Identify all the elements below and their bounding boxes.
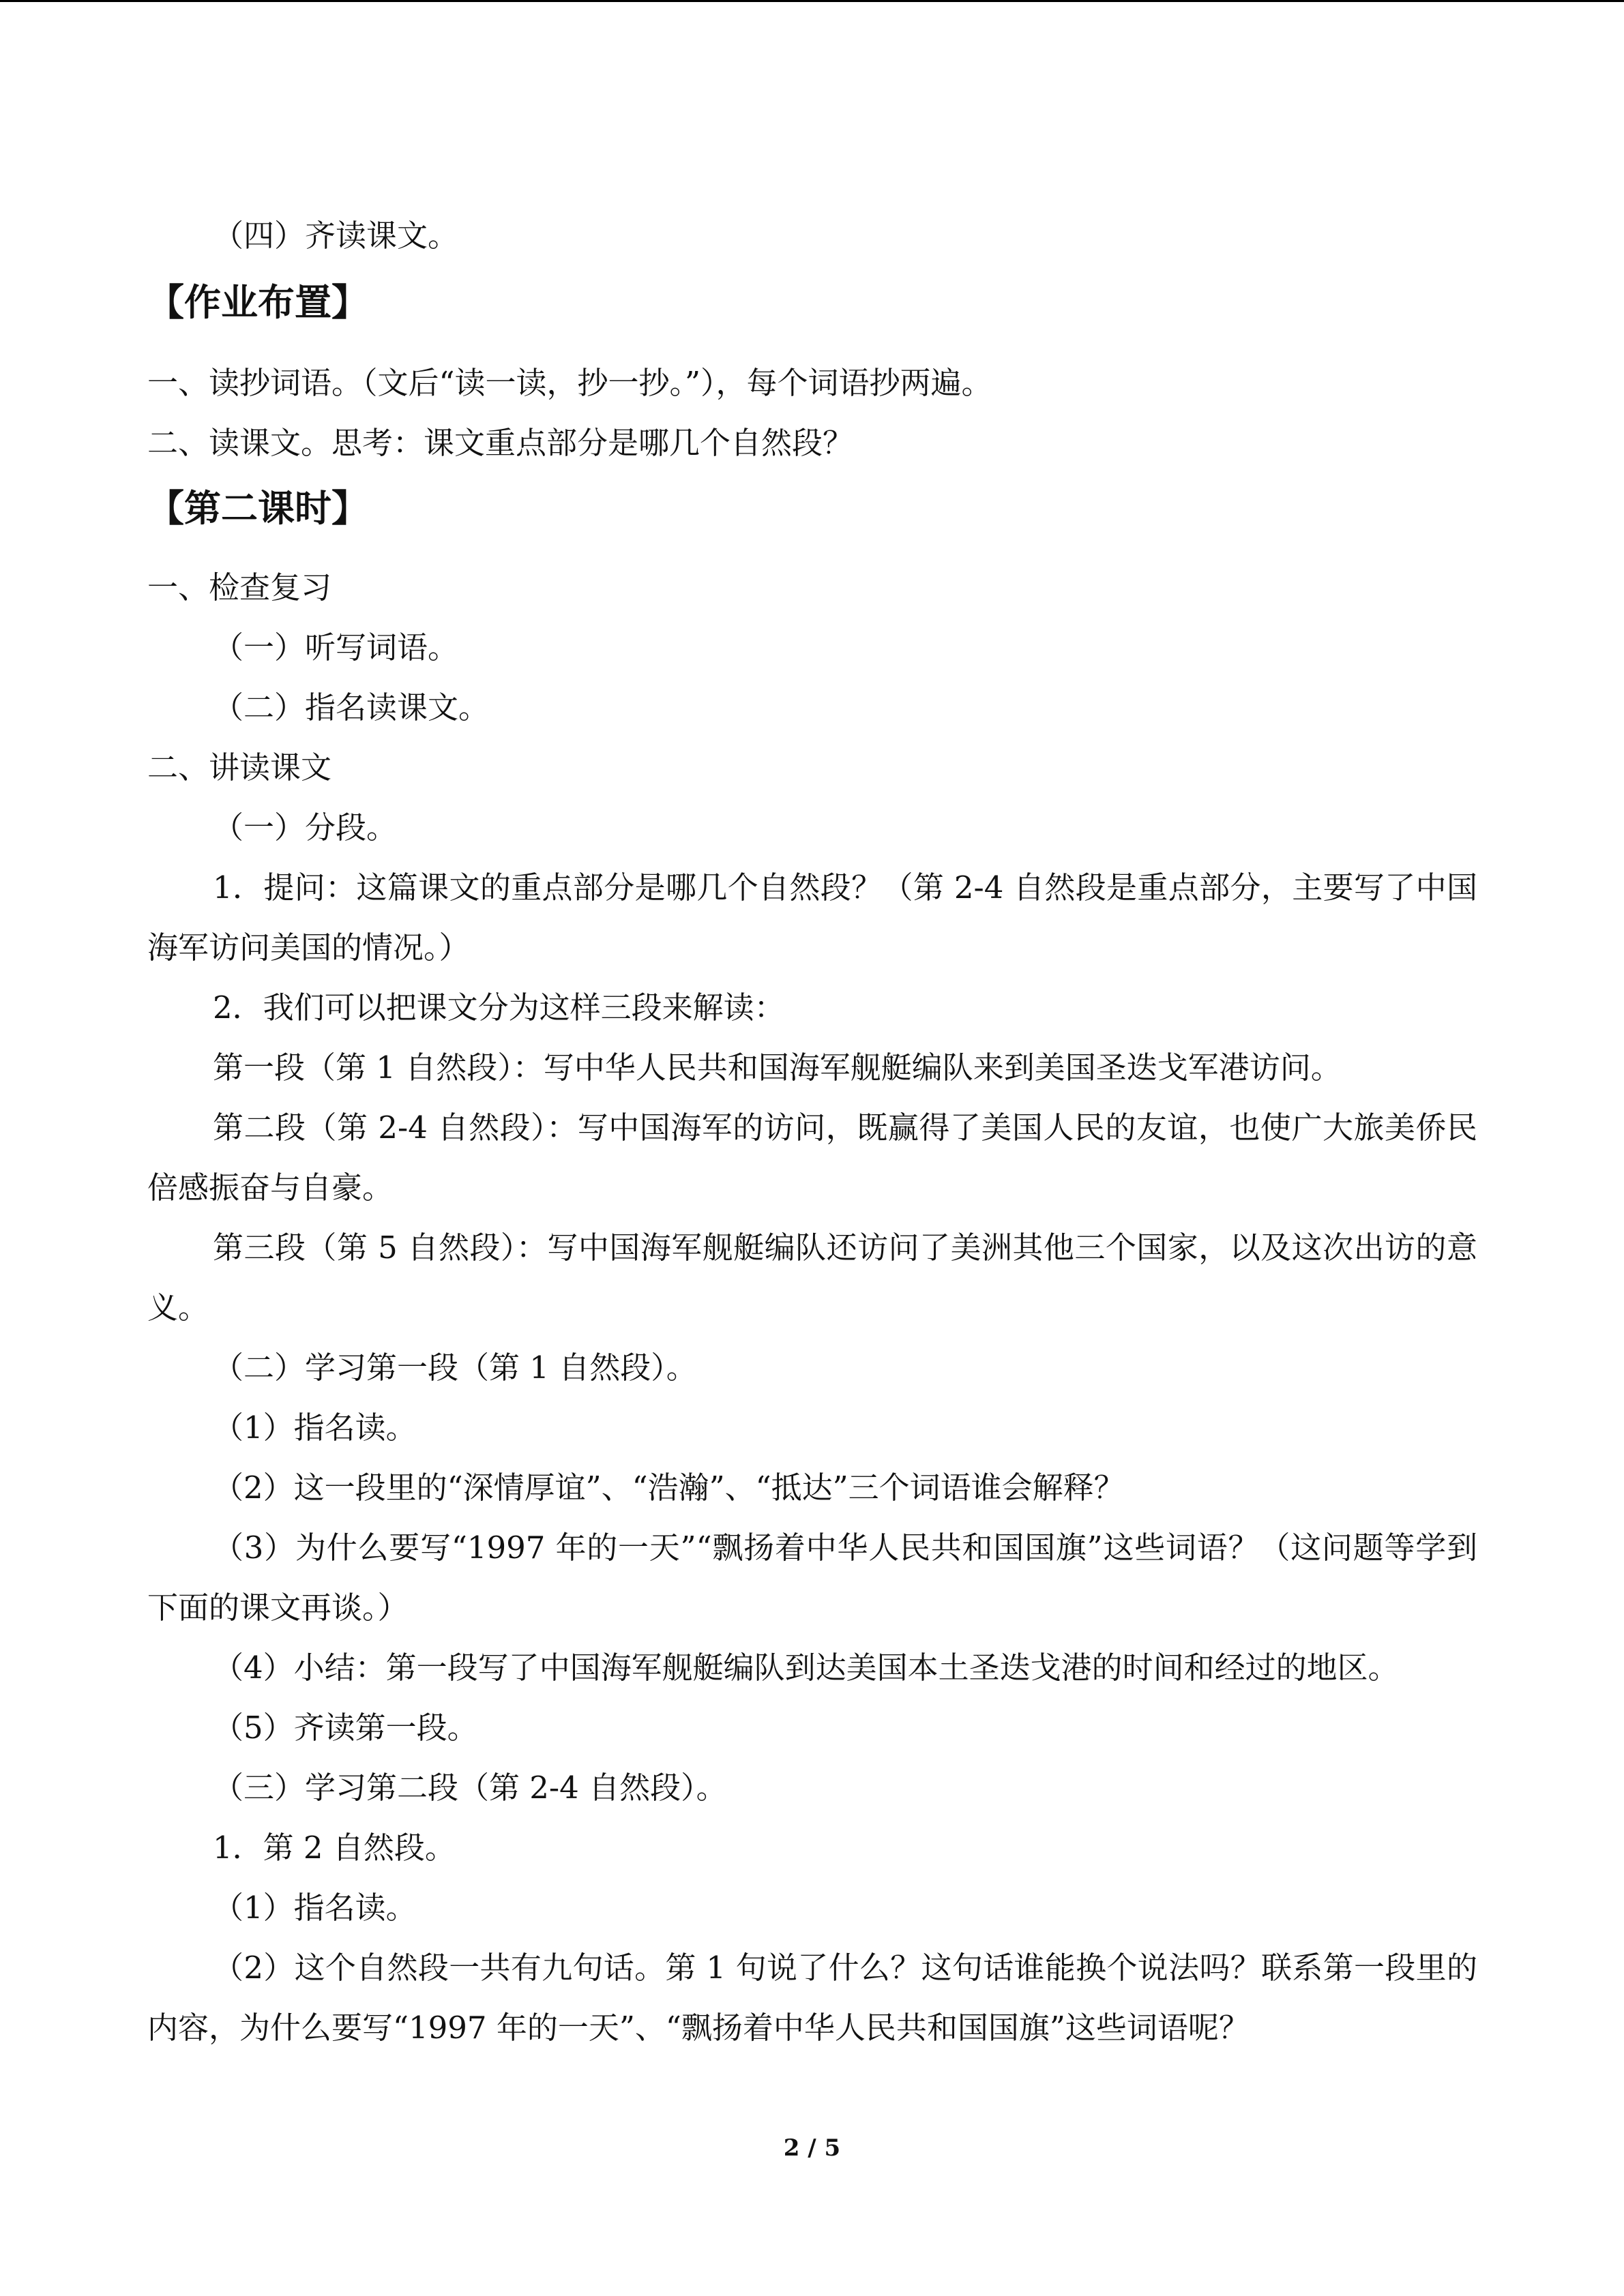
paragraph: 第二段（第 2-4 自然段）：写中国海军的访问，既赢得了美国人民的友谊，也使广大旅美侨民倍感振奋与自豪。 bbox=[147, 1109, 1477, 1206]
text-line: （三）学习第二段（第 2-4 自然段）。 bbox=[213, 1770, 727, 1806]
section-heading-second-lesson: 【第二课时】 bbox=[147, 486, 368, 530]
text-line: （2）这一段里的“深情厚谊”、“浩瀚”、“抵达”三个词语谁会解释？ bbox=[213, 1470, 1125, 1506]
text-line: 2．我们可以把课文分为这样三段来解读： bbox=[213, 989, 785, 1026]
text-line: （1）指名读。 bbox=[213, 1410, 417, 1446]
section-heading-homework: 【作业布置】 bbox=[147, 280, 368, 324]
text-line: （1）指名读。 bbox=[213, 1890, 417, 1926]
top-border-line bbox=[0, 0, 1624, 2]
text-line: （一）听写词语。 bbox=[213, 629, 459, 666]
text-line: 1．第 2 自然段。 bbox=[213, 1830, 456, 1866]
page-number: 2 / 5 bbox=[783, 2134, 841, 2162]
paragraph: 第三段（第 5 自然段）：写中国海军舰艇编队还访问了美洲其他三个国家，以及这次出访的意义。 bbox=[147, 1229, 1477, 1326]
text-line: （一）分段。 bbox=[213, 809, 398, 846]
text-line: 一、读抄词语。（文后“读一读，抄一抄。”），每个词语抄两遍。 bbox=[147, 365, 992, 401]
text-line: 二、读课文。思考：课文重点部分是哪几个自然段？ bbox=[147, 425, 854, 461]
text-line: 一、检查复习 bbox=[147, 569, 332, 606]
text-line: （四）齐读课文。 bbox=[213, 218, 459, 254]
text-line: 二、讲读课文 bbox=[147, 749, 332, 786]
text-line: 第一段（第 1 自然段）：写中华人民共和国海军舰艇编队来到美国圣迭戈军港访问。 bbox=[213, 1049, 1342, 1086]
text-line: （二）学习第一段（第 1 自然段）。 bbox=[213, 1350, 697, 1386]
paragraph: （3）为什么要写“1997 年的一天”“飘扬着中华人民共和国国旗”这些词语？（这问题等学到下面的课文再谈。） bbox=[147, 1530, 1477, 1626]
paragraph: （2）这个自然段一共有九句话。第 1 句说了什么？这句话谁能换个说法吗？联系第一段里的内容，为什么要写“1997 年的一天”、“飘扬着中华人民共和国国旗”这些词语呢？ bbox=[147, 1950, 1477, 2046]
paragraph: 1．提问：这篇课文的重点部分是哪几个自然段？（第 2-4 自然段是重点部分，主要写了中国海军访问美国的情况。） bbox=[147, 869, 1477, 966]
text-line: （4）小结：第一段写了中国海军舰艇编队到达美国本土圣迭戈港的时间和经过的地区。 bbox=[213, 1650, 1399, 1686]
text-line: （二）指名读课文。 bbox=[213, 689, 490, 726]
text-line: （5）齐读第一段。 bbox=[213, 1710, 478, 1746]
